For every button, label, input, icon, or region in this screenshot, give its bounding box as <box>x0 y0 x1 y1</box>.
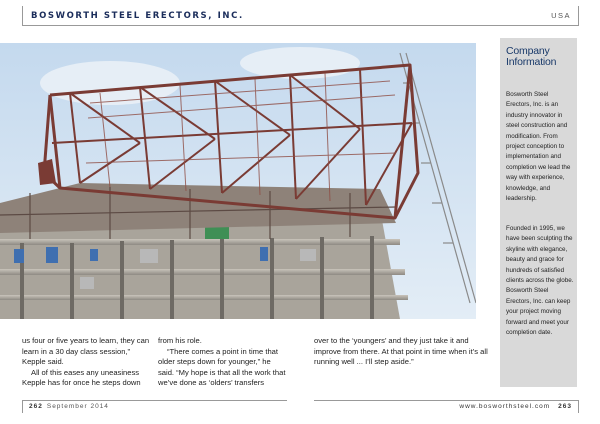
footer-left <box>22 400 287 413</box>
page-number-left: 262 <box>29 403 43 410</box>
steel-structure-photo-icon <box>0 43 476 319</box>
sidebar-paragraph: Bosworth Steel Erectors, Inc. is an industry innovator in steel construction and modification. From project conception to implementation and completion we lead the way with experience, knowledge, and leadership. <box>506 91 571 203</box>
sidebar-title-line1: Company <box>506 45 550 57</box>
sidebar-title <box>506 46 574 68</box>
header-region: USA <box>551 11 571 20</box>
folio-left <box>29 403 109 410</box>
article-column-1 <box>22 336 150 389</box>
article-paragraph: “There comes a point in time that older steps down for younger,” he said. “My hope is that all the work that we’ve done as ‘olders’ transfers <box>158 346 286 388</box>
website-link[interactable]: www.bosworthsteel.com <box>459 403 551 410</box>
header-divider <box>578 6 579 25</box>
article-paragraph: All of this eases any uneasiness Kepple has for once he steps down <box>22 367 141 388</box>
article-column-3 <box>314 336 492 368</box>
article-paragraph: us four or five years to learn, they can learn in a 30 day class session,” Kepple said. <box>22 336 150 367</box>
footer-right <box>314 400 579 413</box>
sidebar-title-line2: Information <box>506 56 557 68</box>
page-number-right: 263 <box>558 403 572 410</box>
article-column-2 <box>158 336 286 389</box>
folio-right <box>459 403 572 410</box>
header-company-name: BOSWORTH STEEL ERECTORS, INC. <box>31 11 244 21</box>
sidebar-paragraph: Founded in 1995, we have been sculpting the skyline with elegance, beauty and grace for hundreds of satisfied clients across the globe. Bosworth Steel Erectors, Inc. can keep your project moving forward and meet your completion date. <box>506 225 574 337</box>
issue-date: September 2014 <box>46 403 109 410</box>
company-info-sidebar <box>500 38 577 387</box>
running-header <box>22 6 579 26</box>
construction-photo <box>0 43 476 319</box>
article-paragraph: from his role. <box>158 336 202 345</box>
article-paragraph: over to the ‘youngers’ and they just take it and improve from there. At that point in time when it’s all running well ... I’ll step aside.” <box>314 336 488 367</box>
